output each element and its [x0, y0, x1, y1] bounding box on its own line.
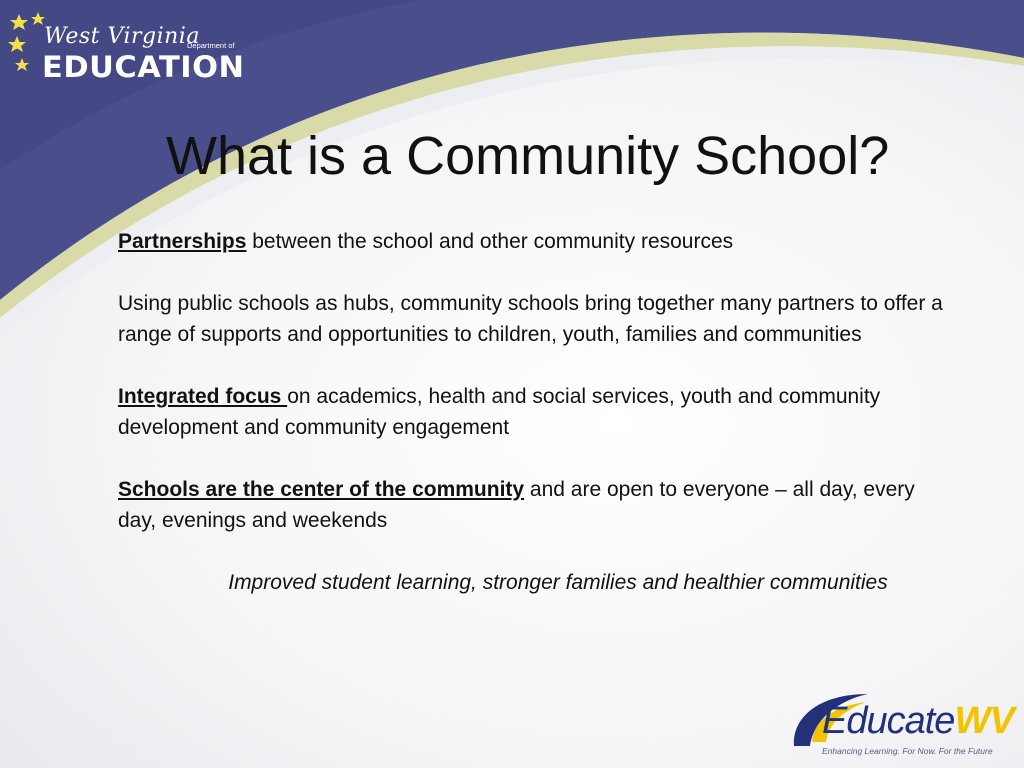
educatewv-tagline: Enhancing Learning. For Now. For the Future	[822, 746, 993, 756]
paragraph-integrated-focus	[118, 381, 958, 443]
logo-state-name: West Virginia	[44, 24, 200, 49]
paragraph-hubs: Using public schools as hubs, community schools bring together many partners to offer a range of supports and opportunities to children, youth, families and communities	[118, 292, 943, 346]
paragraph-center-of-community	[118, 474, 958, 536]
slide-tagline: Improved student learning, stronger families and healthier communities	[228, 571, 888, 594]
slide-title: What is a Community School?	[166, 126, 890, 186]
educatewv-name-educate: Educate	[822, 700, 955, 742]
integrated-focus-text: on academics, health and social services, youth and community development and community engagement	[118, 385, 881, 439]
educatewv-wordmark	[822, 698, 1014, 744]
center-of-community-heading: Schools are the center of the community	[118, 478, 525, 501]
logo-education-wordmark: EDUCATION	[42, 50, 245, 84]
center-of-community-text: and are open to everyone – all day, every day, evenings and weekends	[118, 478, 915, 532]
partnerships-heading: Partnerships	[118, 230, 247, 253]
logo-department-label: Department of	[187, 41, 235, 50]
paragraph-partnerships	[118, 226, 958, 257]
partnerships-text: between the school and other community resources	[246, 230, 734, 253]
integrated-focus-heading: Integrated focus	[118, 385, 288, 408]
educatewv-name-wv: WV	[954, 700, 1014, 742]
slide-body	[118, 226, 958, 598]
